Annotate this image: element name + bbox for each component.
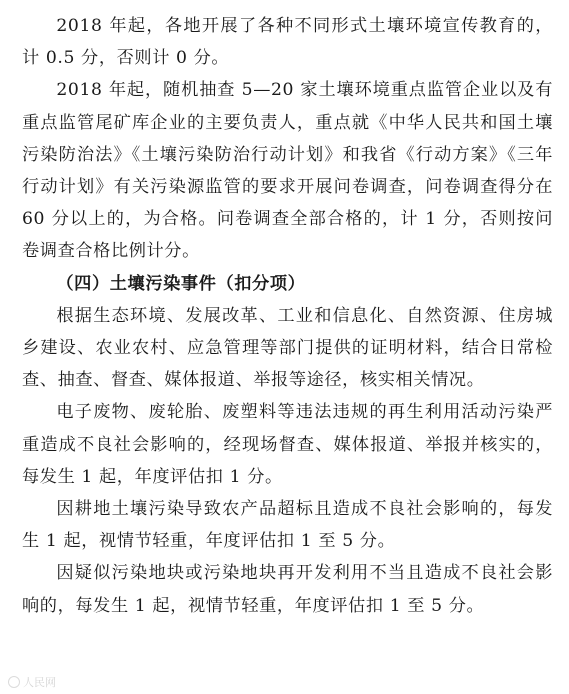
paragraph-contaminated-land-reuse: 因疑似污染地块或污染地块再开发利用不当且造成不良社会影响的，每发生 1 起，视情节轻重，年度评估扣 1 至 5 分。 <box>22 563 553 616</box>
paragraph-farmland-pollution: 因耕地土壤污染导致农产品超标且造成不良社会影响的，每发生 1 起，视情节轻重，年度评估扣 1 至 5 分。 <box>22 499 553 552</box>
watermark-text: 人民网 <box>23 676 56 689</box>
section-heading-pollution-events: （四）土壤污染事件（扣分项） <box>56 273 306 294</box>
paragraph-recycling-pollution: 电子废物、废轮胎、废塑料等违法违规的再生利用活动污染严重造成不良社会影响的，经现场督查、媒体报道、举报并核实的，每发生 1 起，年度评估扣 1 分。 <box>22 402 553 487</box>
paragraph-publicity-education: 2018 年起，各地开展了各种不同形式土壤环境宣传教育的，计 0.5 分，否则计 0 分。 <box>22 16 553 69</box>
paragraph-questionnaire-survey: 2018 年起，随机抽查 5—20 家土壤环境重点监管企业以及有重点监管尾矿库企业的主要负责人，重点就《中华人民共和国土壤污染防治法》《土壤污染防治行动计划》和我省《行动方案》《三年行动计划》有关污染源监管的要求开展问卷调查，问卷调查得分在 60 分以上的，为合格。问卷调查全部合格的，计 1 分，否则按问卷调查合格比例计分。 <box>22 80 553 262</box>
circle-logo-icon <box>8 676 20 688</box>
watermark <box>8 674 56 690</box>
paragraph-verification-sources: 根据生态环境、发展改革、工业和信息化、自然资源、住房城乡建设、农业农村、应急管理等部门提供的证明材料，结合日常检查、抽查、督查、媒体报道、举报等途径，核实相关情况。 <box>22 305 553 391</box>
